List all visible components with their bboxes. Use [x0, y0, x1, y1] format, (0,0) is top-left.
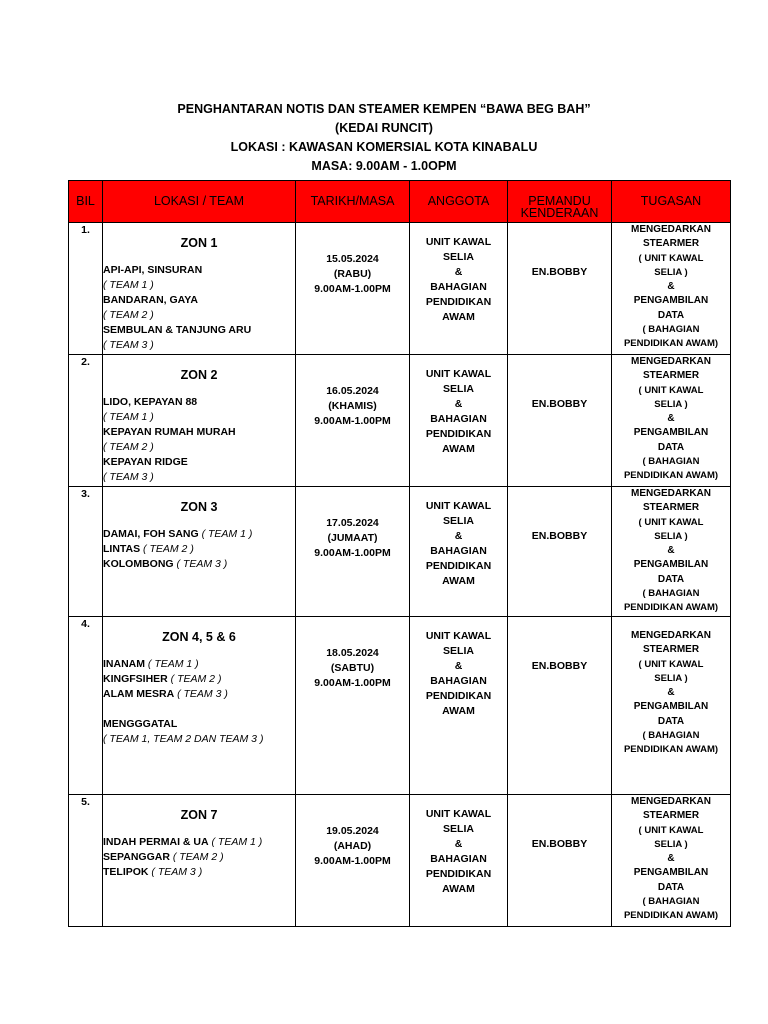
time-value: 9.00AM-1.00PM	[314, 415, 391, 427]
task-line: PENGAMBILAN	[633, 295, 709, 307]
header-tugasan: TUGASAN	[612, 181, 731, 223]
location-line	[103, 542, 295, 557]
member-line: SELIA	[443, 383, 474, 395]
area-name: TELIPOK	[103, 866, 149, 878]
task-line: STEARMER	[642, 370, 700, 382]
task-line: MENGEDARKAN	[631, 488, 711, 499]
member-line: UNIT KAWAL	[425, 630, 492, 642]
task-line: &	[667, 413, 675, 425]
day-value: (SABTU)	[330, 662, 375, 674]
member-line: UNIT KAWAL	[425, 500, 492, 512]
task-line: SELIA )	[654, 530, 688, 542]
member-line: &	[454, 530, 463, 542]
area-name: KINGFSIHER	[103, 673, 168, 685]
member-line: PENDIDIKAN	[425, 560, 492, 572]
location-line	[103, 850, 295, 865]
team-label: ( TEAM 2 )	[169, 851, 224, 863]
member-cell	[410, 795, 508, 927]
driver-cell	[508, 487, 612, 617]
header-pemandu	[508, 181, 612, 223]
member-line: SELIA	[443, 823, 474, 835]
task-line: SELIA )	[654, 672, 688, 684]
task-line: PENDIDIKAN AWAM)	[623, 910, 719, 922]
table-row	[69, 355, 731, 487]
member-line: BAHAGIAN	[430, 675, 487, 687]
member-line: PENDIDIKAN	[425, 690, 492, 702]
member-line: &	[454, 398, 463, 410]
date-value: 15.05.2024	[326, 253, 379, 265]
member-line: SELIA	[443, 645, 474, 657]
location-line: API-API, SINSURAN	[103, 264, 203, 276]
task-line: ( UNIT KAWAL	[638, 252, 704, 264]
task-cell	[612, 487, 731, 617]
member-cell	[410, 487, 508, 617]
table-row	[69, 617, 731, 795]
location-line	[103, 672, 295, 687]
team-label: ( TEAM 3 )	[174, 688, 228, 700]
zone-title: ZON 3	[180, 500, 218, 514]
location-line	[103, 557, 295, 572]
area-name: LINTAS	[103, 543, 141, 555]
location-line: BANDARAN, GAYA	[103, 294, 198, 306]
heading-title: PENGHANTARAN NOTIS DAN STEAMER KEMPEN “BAWA BEG BAH”	[177, 102, 591, 116]
header-lokasi: LOKASI / TEAM	[103, 181, 296, 223]
task-line: SELIA )	[654, 398, 688, 410]
header-pemandu-line1: PEMANDU	[528, 194, 591, 208]
task-cell	[612, 223, 731, 355]
task-line: PENDIDIKAN AWAM)	[623, 470, 719, 482]
schedule-table	[68, 180, 731, 927]
driver-name: EN.BOBBY	[531, 660, 588, 672]
task-line: &	[667, 687, 675, 699]
zone-title: ZON 2	[180, 368, 218, 382]
row-number: 1.	[69, 223, 103, 355]
team-label: ( TEAM 1 )	[103, 279, 154, 291]
team-label: ( TEAM 1 )	[198, 528, 253, 540]
date-cell	[296, 223, 410, 355]
member-line: AWAM	[442, 575, 475, 587]
member-line: BAHAGIAN	[430, 413, 487, 425]
row-number: 5.	[69, 795, 103, 927]
team-label: ( TEAM 2 )	[167, 673, 222, 685]
location-cell	[103, 617, 296, 795]
member-cell	[410, 617, 508, 795]
date-value: 16.05.2024	[326, 385, 379, 397]
document-heading	[0, 100, 768, 176]
task-line: PENDIDIKAN AWAM)	[623, 744, 719, 756]
location-cell	[103, 487, 296, 617]
task-line: DATA	[657, 309, 685, 321]
team-label: ( TEAM 1 )	[103, 411, 154, 423]
location-line	[103, 687, 295, 702]
task-cell	[612, 795, 731, 927]
task-line: &	[667, 281, 675, 293]
task-line: &	[667, 853, 675, 865]
table-row	[69, 487, 731, 617]
location-cell	[103, 223, 296, 355]
location-line: KEPAYAN RUMAH MURAH	[103, 426, 236, 438]
member-line: PENDIDIKAN	[425, 868, 492, 880]
driver-cell	[508, 223, 612, 355]
location-line	[103, 865, 295, 880]
task-line: PENGAMBILAN	[633, 867, 709, 879]
task-line: ( UNIT KAWAL	[638, 824, 704, 836]
time-value: 9.00AM-1.00PM	[314, 547, 391, 559]
team-label: ( TEAM 2 )	[140, 543, 194, 555]
team-label: ( TEAM 1, TEAM 2 DAN TEAM 3 )	[103, 733, 264, 745]
task-line: MENGEDARKAN	[631, 796, 711, 807]
driver-name: EN.BOBBY	[531, 398, 588, 410]
team-label: ( TEAM 2 )	[103, 309, 154, 321]
member-line: AWAM	[442, 443, 475, 455]
location-line	[103, 527, 295, 542]
location-cell	[103, 355, 296, 487]
member-line: SELIA	[443, 251, 474, 263]
area-name: INDAH PERMAI & UA	[103, 836, 209, 848]
date-cell	[296, 355, 410, 487]
driver-name: EN.BOBBY	[531, 266, 588, 278]
date-value: 18.05.2024	[326, 647, 379, 659]
member-line: PENDIDIKAN	[425, 296, 492, 308]
task-cell	[612, 355, 731, 487]
location-line: KEPAYAN RIDGE	[103, 456, 188, 468]
member-line: BAHAGIAN	[430, 853, 487, 865]
task-line: ( BAHAGIAN	[642, 456, 700, 468]
task-line: ( BAHAGIAN	[642, 896, 700, 908]
area-name: ALAM MESRA	[103, 688, 175, 700]
task-line: MENGEDARKAN	[631, 630, 711, 641]
task-line: PENGAMBILAN	[633, 701, 709, 713]
member-cell	[410, 223, 508, 355]
team-label: ( TEAM 3 )	[103, 339, 154, 351]
team-label: ( TEAM 1 )	[145, 658, 199, 670]
member-line: AWAM	[442, 705, 475, 717]
area-name: SEPANGGAR	[103, 851, 170, 863]
task-line: PENGAMBILAN	[633, 427, 709, 439]
task-line: STEARMER	[642, 238, 700, 250]
member-line: AWAM	[442, 883, 475, 895]
member-line: &	[454, 660, 463, 672]
task-line: DATA	[657, 441, 685, 453]
member-line: &	[454, 838, 463, 850]
driver-name: EN.BOBBY	[531, 530, 588, 542]
task-line: STEARMER	[642, 810, 700, 822]
member-line: UNIT KAWAL	[425, 808, 492, 820]
location-line	[103, 835, 295, 850]
date-value: 19.05.2024	[326, 825, 379, 837]
date-cell	[296, 487, 410, 617]
member-line: UNIT KAWAL	[425, 236, 492, 248]
driver-cell	[508, 355, 612, 487]
day-value: (RABU)	[333, 268, 372, 280]
heading-subtitle: (KEDAI RUNCIT)	[335, 121, 433, 135]
team-label: ( TEAM 1 )	[208, 836, 263, 848]
task-line: DATA	[657, 715, 685, 727]
member-line: UNIT KAWAL	[425, 368, 492, 380]
header-bil: BIL	[69, 181, 103, 223]
team-label: ( TEAM 3 )	[103, 471, 154, 483]
task-line: DATA	[657, 573, 685, 585]
zone-title: ZON 4, 5 & 6	[162, 630, 236, 644]
task-cell	[612, 617, 731, 795]
driver-cell	[508, 795, 612, 927]
task-line: MENGEDARKAN	[631, 224, 711, 235]
task-line: ( UNIT KAWAL	[638, 384, 704, 396]
day-value: (JUMAAT)	[327, 532, 378, 544]
time-value: 9.00AM-1.00PM	[314, 677, 391, 689]
heading-location: LOKASI : KAWASAN KOMERSIAL KOTA KINABALU	[230, 140, 538, 154]
task-line: STEARMER	[642, 644, 700, 656]
task-line: PENGAMBILAN	[633, 559, 709, 571]
area-name: KOLOMBONG	[103, 558, 174, 570]
date-cell	[296, 617, 410, 795]
team-label: ( TEAM 2 )	[103, 441, 154, 453]
team-label: ( TEAM 3 )	[173, 558, 228, 570]
zone-title: ZON 1	[180, 236, 218, 250]
member-line: AWAM	[442, 311, 475, 323]
location-line: MENGGGATAL	[103, 718, 178, 730]
row-number: 2.	[69, 355, 103, 487]
location-cell	[103, 795, 296, 927]
header-pemandu-line2: KENDERAAN	[520, 206, 599, 220]
table-row	[69, 795, 731, 927]
day-value: (KHAMIS)	[328, 400, 377, 412]
member-line: &	[454, 266, 463, 278]
member-cell	[410, 355, 508, 487]
location-line	[103, 657, 295, 672]
task-line: STEARMER	[642, 502, 700, 514]
task-line: SELIA )	[654, 266, 688, 278]
task-line: PENDIDIKAN AWAM)	[623, 338, 719, 350]
date-value: 17.05.2024	[326, 517, 379, 529]
task-line: ( BAHAGIAN	[642, 588, 700, 600]
task-line: ( BAHAGIAN	[642, 730, 700, 742]
time-value: 9.00AM-1.00PM	[314, 855, 391, 867]
table-row	[69, 223, 731, 355]
task-line: PENDIDIKAN AWAM)	[623, 602, 719, 614]
zone-title: ZON 7	[180, 808, 218, 822]
area-name: DAMAI, FOH SANG	[103, 528, 199, 540]
task-line: &	[667, 545, 675, 557]
row-number: 3.	[69, 487, 103, 617]
time-value: 9.00AM-1.00PM	[314, 283, 391, 295]
date-cell	[296, 795, 410, 927]
member-line: BAHAGIAN	[430, 545, 487, 557]
location-line: SEMBULAN & TANJUNG ARU	[103, 324, 252, 336]
task-line: SELIA )	[654, 838, 688, 850]
day-value: (AHAD)	[333, 840, 372, 852]
member-line: BAHAGIAN	[430, 281, 487, 293]
task-line: ( BAHAGIAN	[642, 324, 700, 336]
member-line: SELIA	[443, 515, 474, 527]
task-line: DATA	[657, 881, 685, 893]
member-line: PENDIDIKAN	[425, 428, 492, 440]
heading-time: MASA: 9.00AM - 1.0OPM	[311, 159, 457, 173]
location-line: LIDO, KEPAYAN 88	[103, 396, 198, 408]
header-anggota: ANGGOTA	[410, 181, 508, 223]
task-line: MENGEDARKAN	[631, 356, 711, 367]
team-label: ( TEAM 3 )	[148, 866, 203, 878]
row-number: 4.	[69, 617, 103, 795]
area-name: INANAM	[103, 658, 145, 670]
driver-name: EN.BOBBY	[531, 838, 588, 850]
driver-cell	[508, 617, 612, 795]
task-line: ( UNIT KAWAL	[638, 516, 704, 528]
table-header-row	[69, 181, 731, 223]
header-tarikh: TARIKH/MASA	[296, 181, 410, 223]
task-line: ( UNIT KAWAL	[638, 658, 704, 670]
